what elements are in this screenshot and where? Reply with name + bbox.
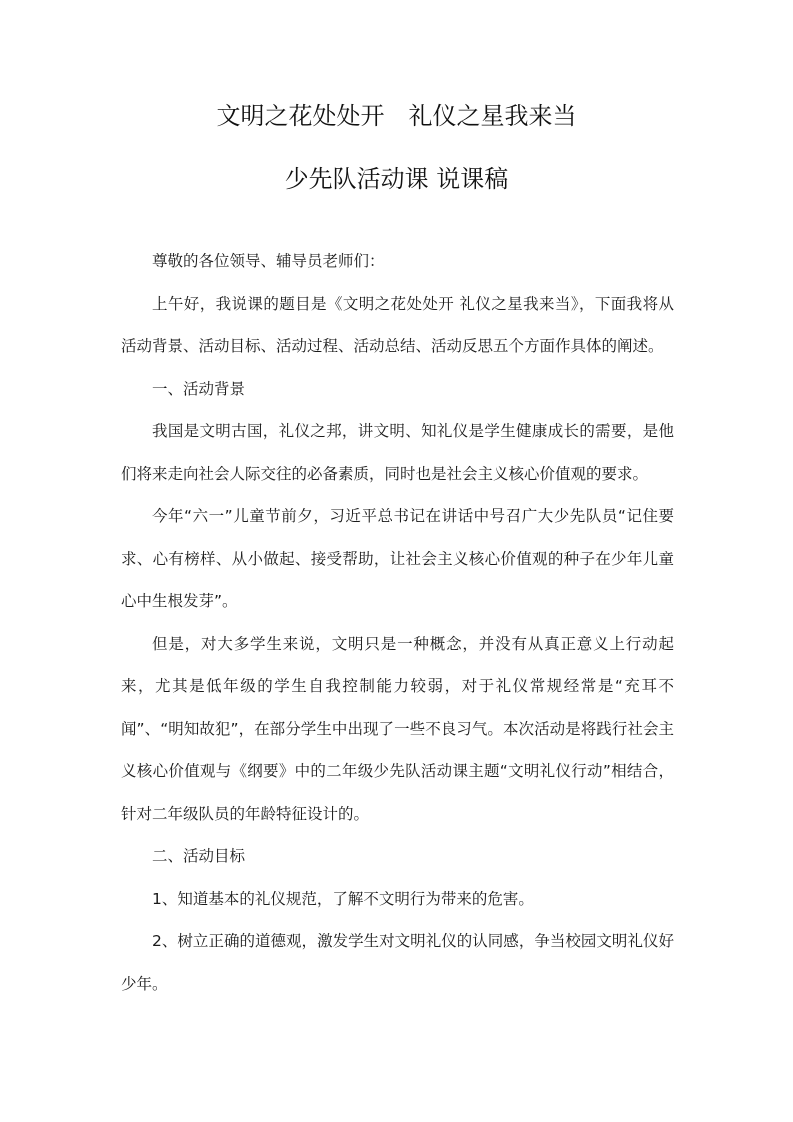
goal-item-2: 2、树立正确的道德观，激发学生对文明礼仪的认同感，争当校园文明礼仪好少年。 — [121, 932, 674, 993]
document-title: 文明之花处处开 礼仪之星我来当 — [216, 102, 577, 130]
section-heading-background: 一、活动背景 — [152, 379, 246, 398]
document-body — [121, 240, 674, 1005]
section-heading-goals: 二、活动目标 — [152, 847, 246, 865]
background-paragraph-2: 今年“六一”儿童节前夕，习近平总书记在讲话中号召广大少先队员“记住要求、心有榜样、从小做起、接受帮助，让社会主义核心价值观的种子在少年儿童心中生根发芽”。 — [121, 507, 674, 610]
goal-item-1: 1、知道基本的礼仪规范，了解不文明行为带来的危害。 — [152, 889, 534, 908]
salutation-paragraph: 尊敬的各位领导、辅导员老师们： — [152, 252, 385, 270]
background-paragraph-1: 我国是文明古国，礼仪之邦，讲文明、知礼仪是学生健康成长的需要，是他们将来走向社会人际交往的必备素质，同时也是社会主义核心价值观的要求。 — [121, 422, 674, 483]
intro-paragraph: 上午好，我说课的题目是《文明之花处处开 礼仪之星我来当》，下面我将从活动背景、活动目标、活动过程、活动总结、活动反思五个方面作具体的阐述。 — [121, 294, 674, 355]
document-subtitle: 少先队活动课 说课稿 — [284, 165, 509, 193]
background-paragraph-3: 但是，对大多学生来说，文明只是一种概念，并没有从真正意义上行动起来，尤其是低年级的学生自我控制能力较弱，对于礼仪常规经常是“充耳不闻”、“明知故犯”，在部分学生中出现了一些不良习气。本次活动是将践行社会主义核心价值观与《纲要》中的二年级少先队活动课主题“文明礼仪行动”相结合，针对二年级队员的年龄特征设计的。 — [121, 634, 674, 823]
